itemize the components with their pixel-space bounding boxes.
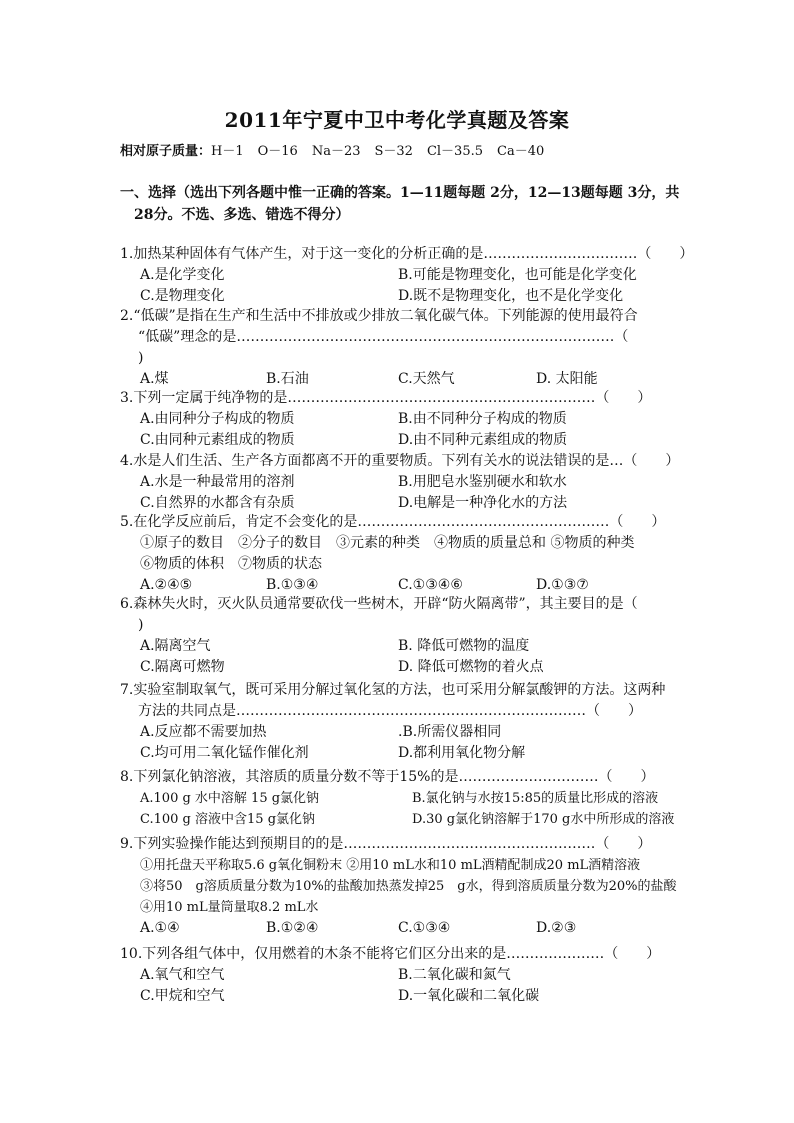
statement-list: ⑥物质的体积 ⑦物质的状态 [140, 556, 322, 572]
question-stem: 10.下列各组气体中，仅用燃着的木条不能将它们区分出来的是…………………（ ） [120, 946, 661, 962]
page-title: 2011年宁夏中卫中考化学真题及答案 [224, 108, 570, 132]
question-stem: 7.实验室制取氧气，既可采用分解过氧化氢的方法，也可采用分解氯酸钾的方法。这两种 [120, 682, 666, 698]
statement-list: ④用10 mL量筒量取8.2 mL水 [140, 900, 319, 915]
option-d: D.30 g氯化钠溶解于170 g水中所形成的溶液 [412, 812, 675, 827]
option-c: C.天然气 [398, 371, 455, 387]
statement-list: ③将50 g溶质质量分数为10%的盐酸加热蒸发掉25 g水，得到溶质质量分数为20%的盐酸 [140, 879, 677, 894]
option-b: B. 降低可燃物的温度 [398, 638, 530, 654]
option-c: C.①③④ [398, 920, 451, 936]
atomic-masses [120, 140, 558, 159]
option-a: A.100 g 水中溶解 15 g氯化钠 [140, 791, 320, 806]
option-c: C.甲烷和空气 [140, 988, 225, 1004]
statement-list: ①用托盘天平称取5.6 g氧化铜粉末 ②用10 mL水和10 mL酒精配制成20 mL酒精溶液 [140, 858, 641, 873]
section-heading [120, 182, 680, 226]
option-a: A.由同种分子构成的物质 [140, 411, 295, 427]
option-d: D.既不是物理变化，也不是化学变化 [398, 288, 624, 304]
question-10 [120, 944, 680, 1007]
question-stem: 8.下列氯化钠溶液，其溶质的质量分数不等于15%的是…………………………（ ） [120, 769, 655, 785]
option-d: D.②③ [536, 920, 577, 936]
question-2 [120, 306, 680, 390]
option-b: B.①②④ [266, 920, 319, 936]
question-stem-cont: “低碳”理念的是………………………………………………………………………（ [138, 329, 629, 345]
option-b: B.用肥皂水鉴别硬水和软水 [398, 474, 567, 490]
option-a: A.煤 [140, 371, 169, 387]
question-stem: 6.森林失火时，灭火队员通常要砍伐一些树木，开辟“防火隔离带”，其主要目的是（ [120, 596, 638, 612]
statement-list: ①原子的数目 ②分子的数目 ③元素的种类 ④物质的质量总和 ⑤物质的种类 [140, 535, 635, 551]
option-c: C.均可用二氧化锰作催化剂 [140, 745, 309, 761]
question-stem-cont: ) [138, 350, 144, 366]
question-4 [120, 451, 680, 514]
option-d: D.一氧化碳和二氧化碳 [398, 988, 540, 1004]
question-stem: 1.加热某种固体有气体产生，对于这一变化的分析正确的是……………………………（ ） [120, 246, 694, 262]
option-a: A.②④⑤ [140, 577, 193, 593]
question-7 [120, 680, 680, 764]
option-d: D.①③⑦ [536, 577, 589, 593]
option-b: B.可能是物理变化，也可能是化学变化 [398, 267, 637, 283]
option-d: D. 太阳能 [536, 371, 598, 387]
option-b: B.二氧化碳和氮气 [398, 967, 511, 983]
option-a: A.①④ [140, 920, 180, 936]
option-c: C.是物理变化 [140, 288, 225, 304]
option-a: A.反应都不需要加热 [140, 724, 267, 740]
option-c: C.①③④⑥ [398, 577, 463, 593]
question-stem: 3.下列一定属于纯净物的是…………………………………………………………（ ） [120, 390, 652, 406]
option-b: B.①③④ [266, 577, 319, 593]
option-a: A.水是一种最常用的溶剂 [140, 474, 295, 490]
option-a: A.是化学变化 [140, 267, 225, 283]
atomic-masses-label: 相对原子质量： [120, 144, 212, 159]
option-c: C.自然界的水都含有杂质 [140, 495, 295, 511]
option-c: C.由同种元素组成的物质 [140, 432, 295, 448]
section-line: 28分。不选、多选、错选不得分） [134, 207, 350, 223]
option-c: C.100 g 溶液中含15 g氯化钠 [140, 812, 316, 827]
option-b: .B.所需仪器相同 [398, 724, 502, 740]
question-stem-cont: ) [138, 617, 144, 633]
option-b: B.石油 [266, 371, 309, 387]
question-5 [120, 512, 680, 596]
mass-value: O－16 [257, 144, 298, 159]
option-d: D.电解是一种净化水的方法 [398, 495, 568, 511]
option-d: D. 降低可燃物的着火点 [398, 659, 544, 675]
mass-value: Na－23 [311, 144, 361, 159]
question-6 [120, 594, 680, 678]
option-b: B.氯化钠与水按15:85的质量比形成的溶液 [412, 791, 659, 806]
mass-value: Cl－35.5 [426, 144, 484, 159]
option-a: A.隔离空气 [140, 638, 211, 654]
question-stem-cont: 方法的共同点是…………………………………………………………………（ ） [138, 703, 642, 719]
question-1 [120, 244, 694, 307]
option-d: D.都利用氧化物分解 [398, 745, 526, 761]
question-stem: 4.水是人们生活、生产各方面都离不开的重要物质。下列有关水的说法错误的是…（ ） [120, 453, 680, 469]
question-stem: 9.下列实验操作能达到预期目的的是………………………………………………（ ） [120, 836, 652, 852]
question-9 [120, 834, 680, 939]
question-stem: 5.在化学反应前后，肯定不会变化的是………………………………………………（ ） [120, 514, 666, 530]
question-8 [120, 767, 680, 830]
question-stem: 2.“低碳”是指在生产和生活中不排放或少排放二氧化碳气体。下列能源的使用最符合 [120, 308, 638, 324]
mass-value: H－1 [211, 144, 244, 159]
option-d: D.由不同种元素组成的物质 [398, 432, 568, 448]
question-3 [120, 388, 680, 451]
mass-value: S－32 [374, 144, 413, 159]
option-a: A.氧气和空气 [140, 967, 225, 983]
mass-value: Ca－40 [497, 144, 545, 159]
section-line: 一、选择（选出下列各题中惟一正确的答案。1—11题每题 2分，12—13题每题 3分，共 [120, 185, 680, 201]
option-c: C.隔离可燃物 [140, 659, 225, 675]
option-b: B.由不同种分子构成的物质 [398, 411, 567, 427]
